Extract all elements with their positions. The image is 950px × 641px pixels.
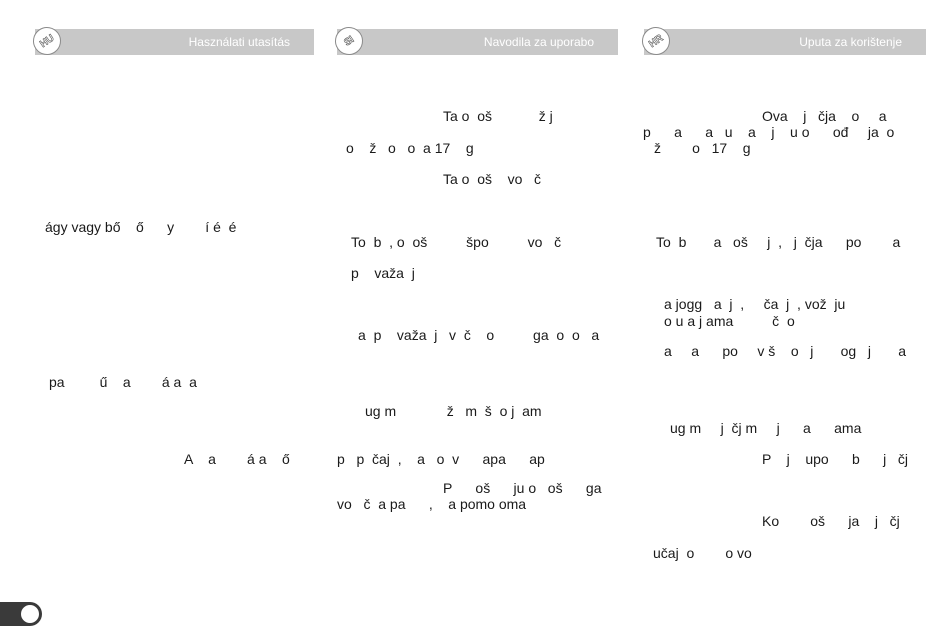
hr-text-line: Ko oš ja j čj [762,513,900,529]
hu-text-line: pa ű a á a a [49,374,197,390]
si-text-line: p p čaj , a o v apa ap [337,451,545,467]
section-title-hr: Uputa za korištenje [799,35,902,49]
hr-text-line: a jogg a j , ča j , vož ju [664,296,846,312]
hr-text-line: p a a u a j u o ođ ja o [643,124,895,140]
hr-text-line: P j upo b j čj [762,451,909,467]
section-header-hr [644,29,926,55]
hr-text-line: ug m j čj m j a ama [670,420,862,436]
si-text-line: Ta o oš ž j [443,108,553,124]
page-tab-dot [20,604,40,624]
si-text-line: o ž o o a 17 g [346,140,474,156]
hr-text-line: a a po v š o j og j a [664,343,906,359]
hu-text-line: A a á a ő [184,451,290,467]
section-header-si [337,29,618,55]
si-text-line: vo č a pa , a pomo oma [337,496,527,512]
language-badge-hu: HU [28,22,67,61]
hr-text-line: o u a j ama č o [664,313,795,329]
si-text-line: ug m ž m š o j am [365,403,542,419]
si-text-line: P oš ju o oš ga [443,480,602,496]
section-header-hu [35,29,314,55]
language-badge-si: SI [330,22,369,61]
si-text-line: Ta o oš vo č [443,171,542,187]
hr-text-line: učaj o o vo [653,545,752,561]
hr-text-line: ž o 17 g [654,140,751,156]
section-title-si: Navodila za uporabo [483,35,594,49]
hr-text-line: Ova j čja o a [762,108,887,124]
si-text-line: a p važa j v č o ga o o a [358,327,600,343]
hr-text-line: To b a oš j , j čja po a [656,234,901,250]
si-text-line: p važa j [351,265,415,281]
hu-text-line: ágy vagy bő ő y í é é [45,219,237,235]
section-title-hu: Használati utasítás [188,35,290,49]
language-badge-hr: HR [637,22,676,61]
si-text-line: To b , o oš špo vo č [351,234,562,250]
page-tab-marker [0,602,42,626]
